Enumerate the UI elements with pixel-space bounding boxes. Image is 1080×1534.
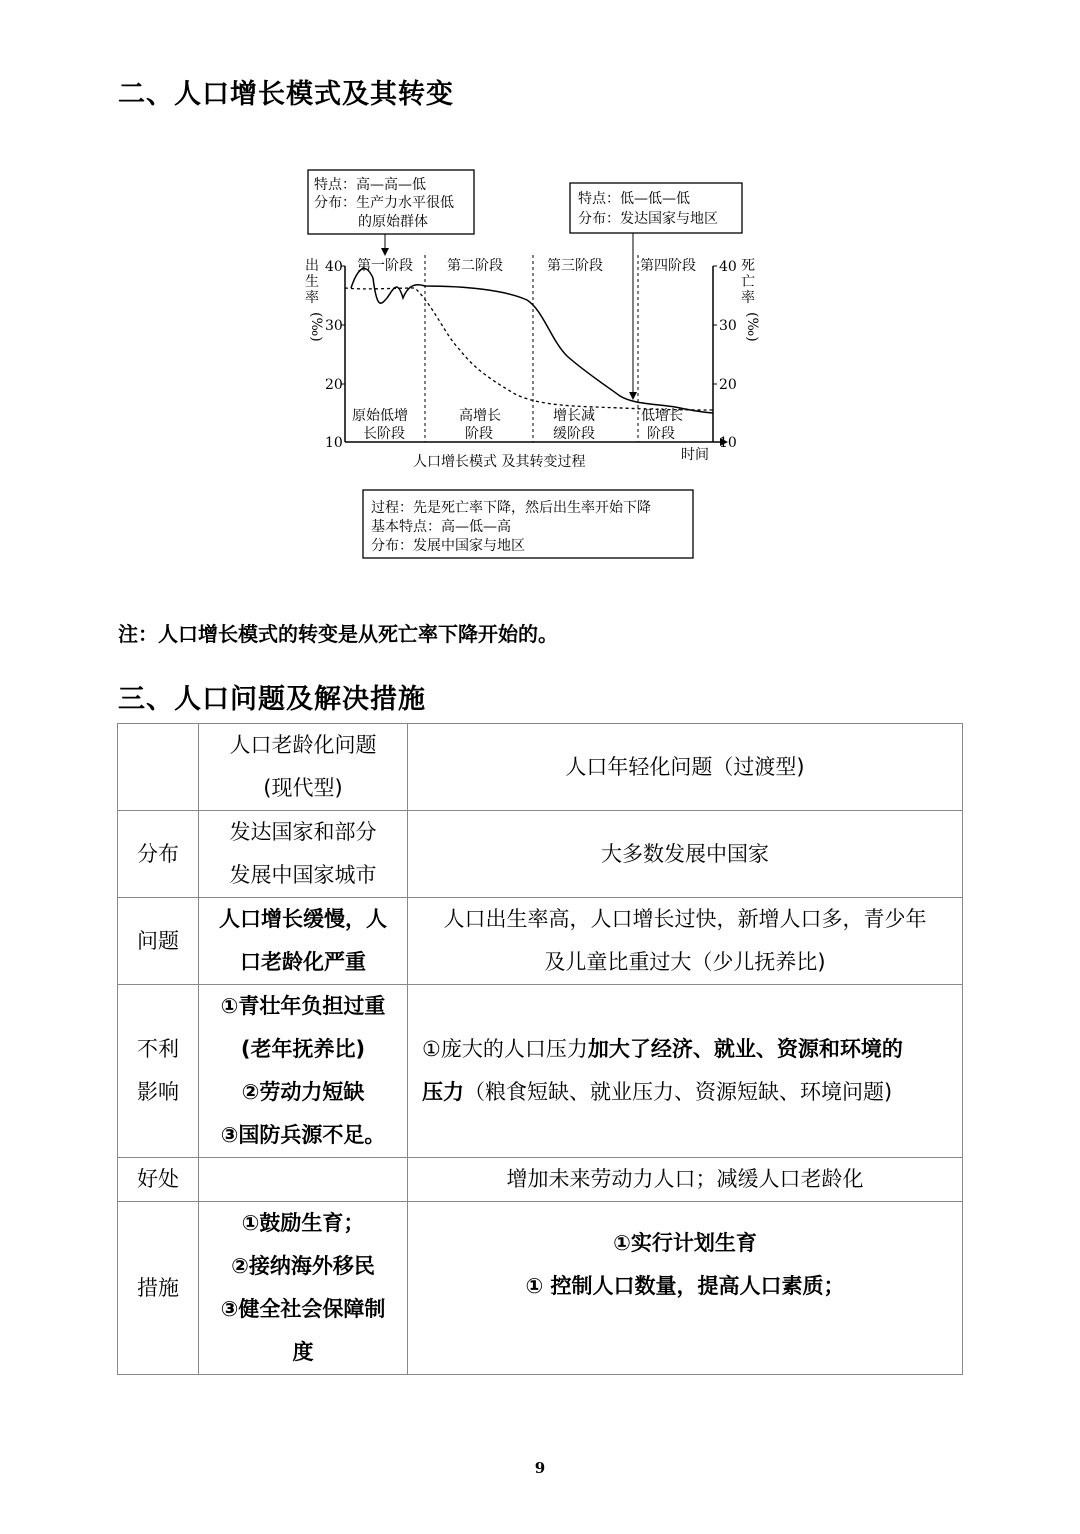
left-axis-label-3: 率 xyxy=(305,290,319,306)
table-row xyxy=(118,811,963,898)
young-measures: ①实行计划生育 ① 控制人口数量，提高人口素质； xyxy=(408,1202,963,1375)
header-young: 人口年轻化问题（过渡型) xyxy=(408,724,963,811)
young-problem: 人口出生率高，人口增长过快，新增人口多，青少年 及儿童比重过大（少儿抚养比) xyxy=(408,898,963,985)
stage-1-label: 第一阶段 xyxy=(357,258,413,274)
y-tick-left-20: 20 xyxy=(325,377,343,393)
box1-line3: 的原始群体 xyxy=(358,214,428,230)
table-row xyxy=(118,1158,963,1202)
box2-line1: 特点：低—低—低 xyxy=(578,191,690,207)
population-growth-diagram xyxy=(295,160,765,570)
left-axis-label-1: 出 xyxy=(305,258,319,274)
row-label-distribution: 分布 xyxy=(118,811,199,898)
table-row xyxy=(118,985,963,1158)
table-header-row xyxy=(118,724,963,811)
section-3-title: 三、人口问题及解决措施 xyxy=(118,684,426,715)
section-2-title: 二、人口增长模式及其转变 xyxy=(118,79,454,110)
aging-measures: ①鼓励生育； ②接纳海外移民 ③健全社会保障制 度 xyxy=(199,1202,408,1375)
left-axis-label-4: (‰) xyxy=(308,312,324,342)
stage-2-name-1: 高增长 xyxy=(459,408,501,424)
box3-line2: 基本特点：高—低—高 xyxy=(371,519,511,535)
population-problems-table xyxy=(117,723,963,1375)
table-row xyxy=(118,1202,963,1375)
stage-3-label: 第三阶段 xyxy=(547,258,603,274)
aging-benefit xyxy=(199,1158,408,1202)
right-axis-label-2: 亡 xyxy=(741,274,755,290)
young-benefit: 增加未来劳动力人口；减缓人口老龄化 xyxy=(408,1158,963,1202)
y-tick-left-40: 40 xyxy=(325,259,343,275)
box3-line3: 分布：发展中国家与地区 xyxy=(371,538,525,554)
death-rate-curve xyxy=(345,288,713,410)
box1-line1: 特点：高—高—低 xyxy=(314,177,426,193)
stage-4-name-2: 阶段 xyxy=(647,426,675,442)
stage-1-name-2: 长阶段 xyxy=(363,426,405,442)
row-label-measures: 措施 xyxy=(118,1202,199,1375)
birth-rate-curve xyxy=(351,269,713,413)
header-aging: 人口老龄化问题 (现代型) xyxy=(199,724,408,811)
stage-4-label: 第四阶段 xyxy=(640,258,696,274)
diagram-caption: 人口增长模式 及其转变过程 xyxy=(413,454,586,470)
left-axis-label-2: 生 xyxy=(305,274,319,290)
right-axis-label-4: (‰) xyxy=(744,312,760,342)
page-number: 9 xyxy=(534,1459,546,1477)
y-tick-left-30: 30 xyxy=(325,318,343,334)
aging-problem: 人口增长缓慢，人 口老龄化严重 xyxy=(199,898,408,985)
right-axis-label-1: 死 xyxy=(741,258,755,274)
row-label-problem: 问题 xyxy=(118,898,199,985)
stage-4-name-1: 低增长 xyxy=(641,408,683,424)
row-label-benefit: 好处 xyxy=(118,1158,199,1202)
header-empty-cell xyxy=(118,724,199,811)
box3-line1: 过程：先是死亡率下降，然后出生率开始下降 xyxy=(371,500,651,516)
stage-3-name-2: 缓阶段 xyxy=(553,426,595,442)
y-tick-right-10: 10 xyxy=(719,435,737,451)
box1-line2: 分布：生产力水平很低 xyxy=(314,195,454,211)
aging-distribution: 发达国家和部分 发展中国家城市 xyxy=(199,811,408,898)
stage-2-label: 第二阶段 xyxy=(447,258,503,274)
young-impact: ①庞大的人口压力加大了经济、就业、资源和环境的 压力（粮食短缺、就业压力、资源短缺、环境问题) xyxy=(408,985,963,1158)
right-axis-label-3: 率 xyxy=(741,290,755,306)
box2-line2: 分布：发达国家与地区 xyxy=(578,211,718,227)
table-row xyxy=(118,898,963,985)
y-tick-right-30: 30 xyxy=(719,318,737,334)
aging-impact: ①青壮年负担过重 (老年抚养比) ②劳动力短缺 ③国防兵源不足。 xyxy=(199,985,408,1158)
stage-3-name-1: 增长减 xyxy=(553,408,595,424)
y-tick-right-40: 40 xyxy=(719,259,737,275)
note: 注：人口增长模式的转变是从死亡率下降开始的。 xyxy=(118,622,558,646)
stage-2-name-2: 阶段 xyxy=(465,426,493,442)
row-label-impact: 不利 影响 xyxy=(118,985,199,1158)
y-tick-left-10: 10 xyxy=(325,435,343,451)
stage-1-name-1: 原始低增 xyxy=(352,408,408,424)
y-tick-right-20: 20 xyxy=(719,377,737,393)
young-distribution: 大多数发展中国家 xyxy=(408,811,963,898)
x-axis-label: 时间 xyxy=(681,447,709,463)
